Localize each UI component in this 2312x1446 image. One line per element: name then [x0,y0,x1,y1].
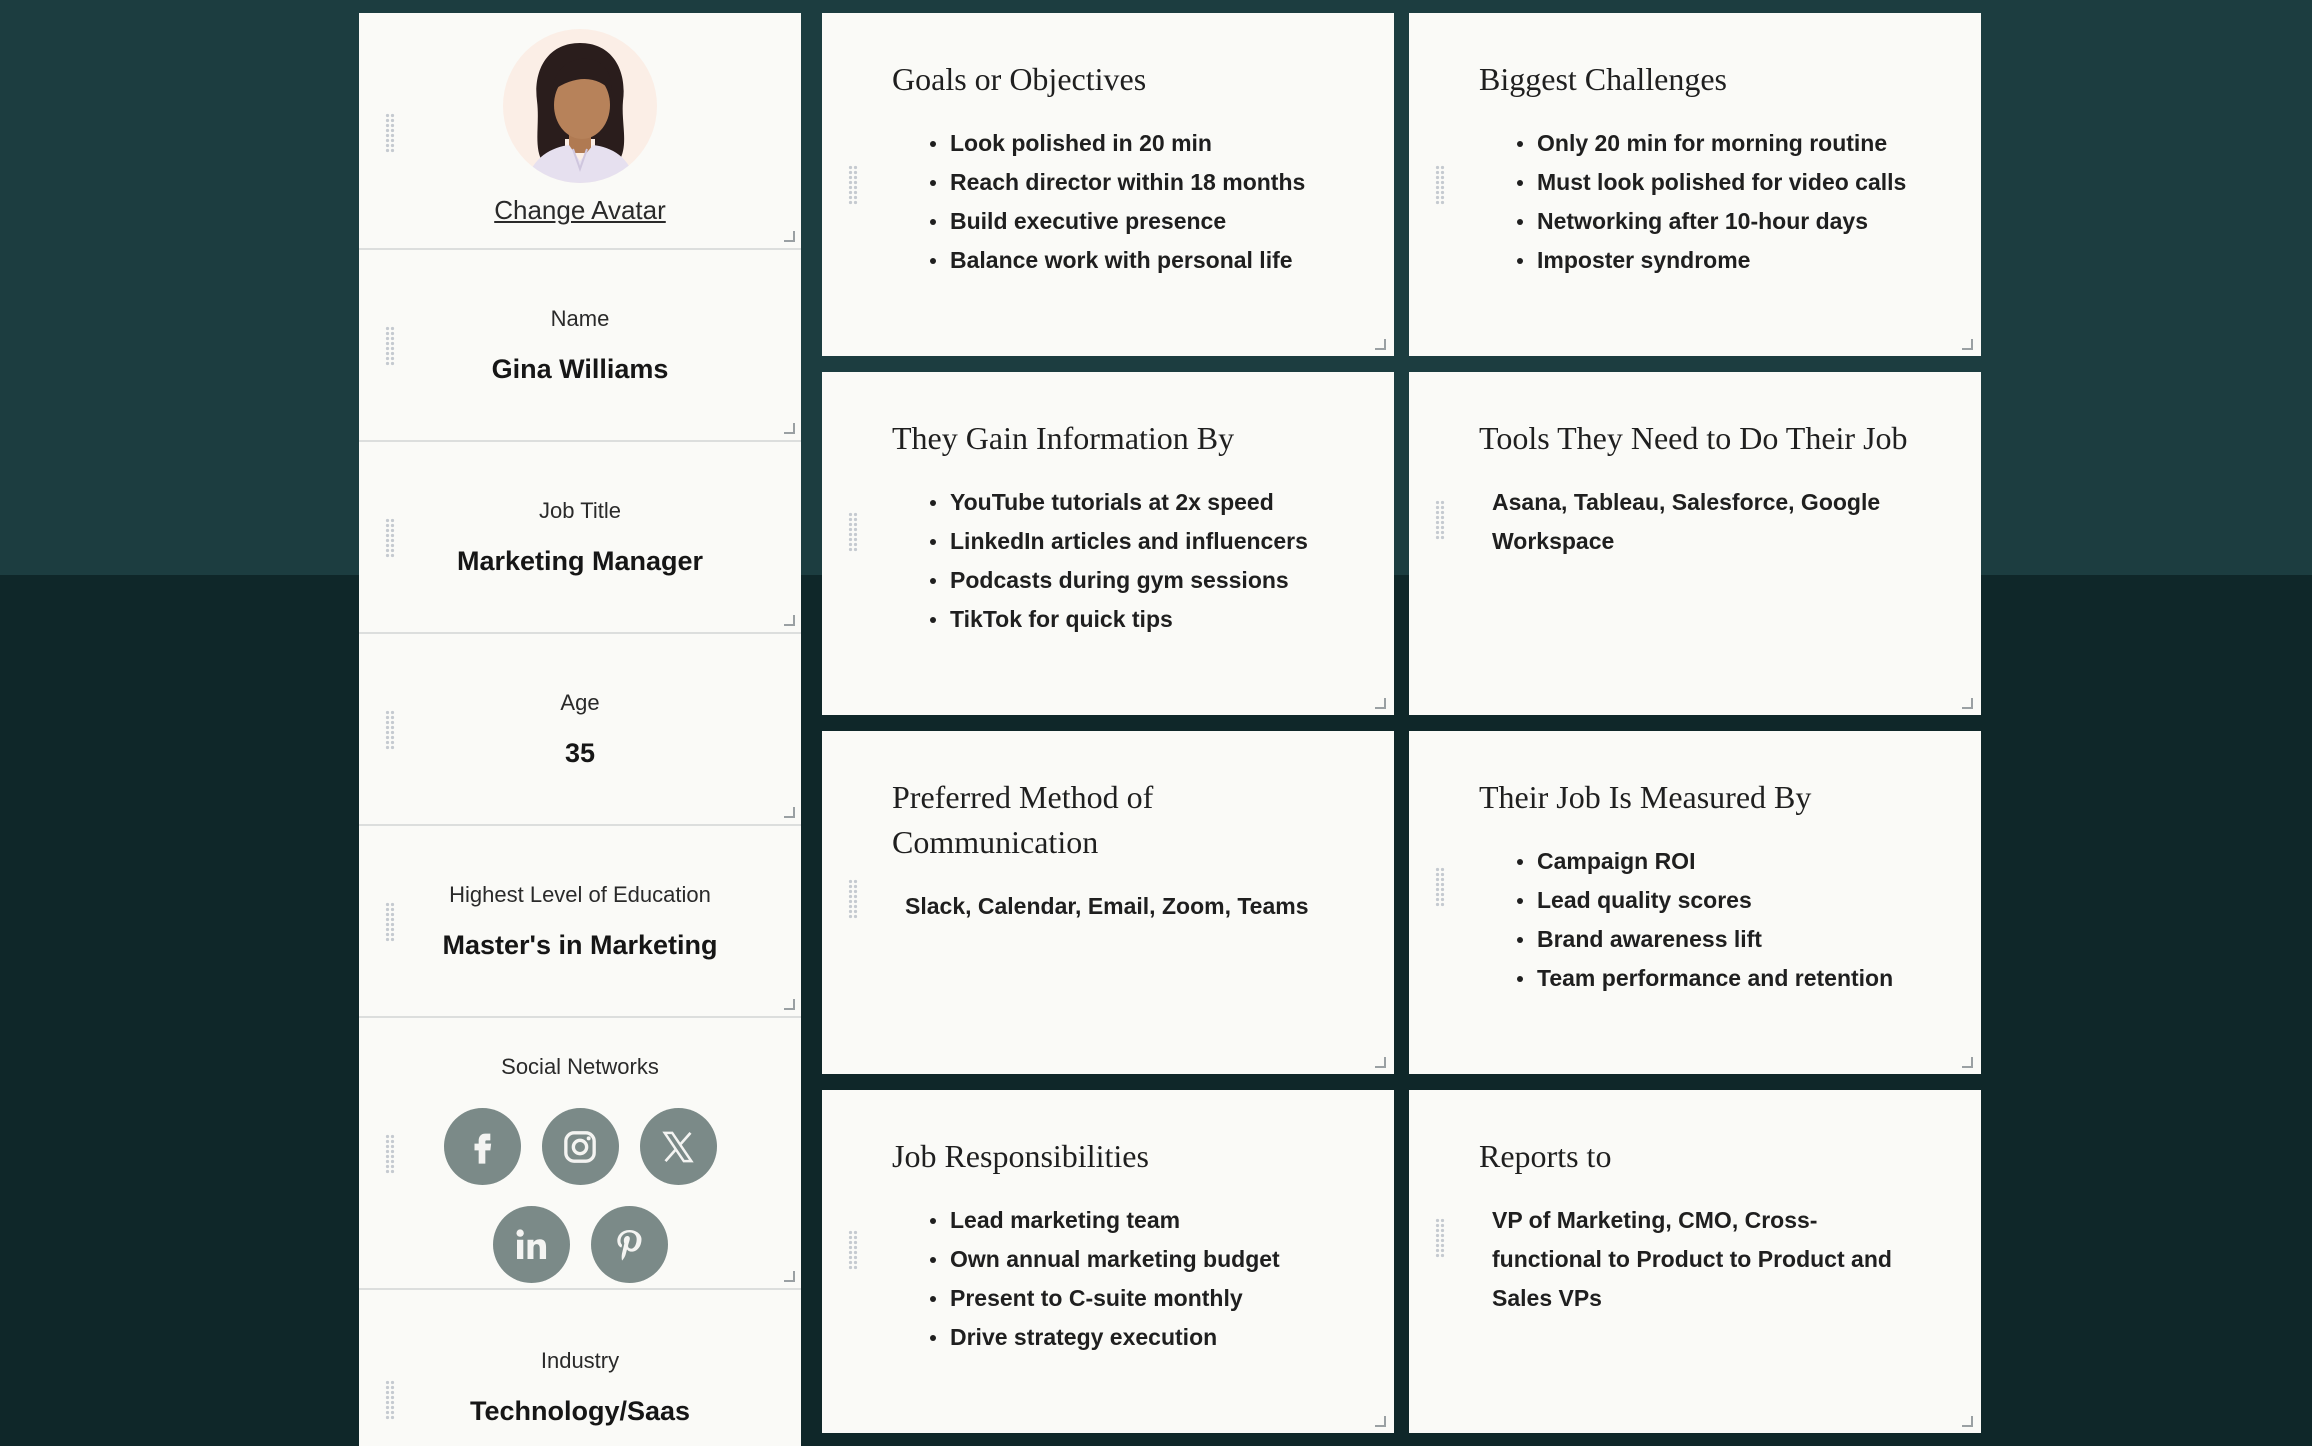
list-item: Drive strategy execution [950,1318,1354,1357]
list-item: Team performance and retention [1537,959,1941,998]
information-card [822,372,1394,715]
communication-text: Slack, Calendar, Email, Zoom, Teams [905,893,1309,919]
list-item: Reach director within 18 months [950,163,1354,202]
drag-handle-icon[interactable] [848,1230,858,1270]
job-title-label: Job Title [539,497,621,523]
drag-handle-icon[interactable] [385,902,395,942]
resize-handle-icon[interactable] [1962,1416,1973,1427]
list-item: LinkedIn articles and influencers [950,522,1354,561]
name-value[interactable]: Gina Williams [491,353,669,384]
social-networks-label: Social Networks [501,1054,659,1079]
age-value[interactable]: 35 [564,737,596,768]
change-avatar-link[interactable]: Change Avatar [494,195,666,225]
information-title: They Gain Information By [892,420,1235,456]
job-title-card [359,442,801,634]
resize-handle-icon[interactable] [1375,339,1386,350]
age-card [359,634,801,826]
reports-to-text: VP of Marketing, CMO, Cross-functional to Product to Product and Sales VPs [1492,1207,1892,1311]
tools-title: Tools They Need to Do Their Job [1479,420,1908,456]
linkedin-icon[interactable] [493,1206,570,1283]
industry-label: Industry [540,1348,620,1373]
education-value[interactable]: Master's in Marketing [442,929,718,960]
tools-text: Asana, Tableau, Salesforce, Google Workspace [1492,489,1881,554]
drag-handle-icon[interactable] [1435,1218,1445,1258]
goals-card [822,13,1394,356]
avatar [503,29,657,183]
list-item: YouTube tutorials at 2x speed [950,483,1354,522]
measured-card [1409,731,1981,1074]
resize-handle-icon[interactable] [784,615,795,626]
resize-handle-icon[interactable] [1375,1057,1386,1068]
list-item: Present to C-suite monthly [950,1279,1354,1318]
list-item: Imposter syndrome [1537,241,1941,280]
profile-column [359,13,801,1446]
list-item: Lead marketing team [950,1201,1354,1240]
list-item: Must look polished for video calls [1537,163,1941,202]
drag-handle-icon[interactable] [1435,500,1445,540]
list-item: TikTok for quick tips [950,600,1354,639]
industry-card [359,1290,801,1446]
list-item: Build executive presence [950,202,1354,241]
list-item: Campaign ROI [1537,842,1941,881]
education-card [359,826,801,1018]
resize-handle-icon[interactable] [1375,698,1386,709]
drag-handle-icon[interactable] [1435,867,1445,907]
challenges-title: Biggest Challenges [1479,61,1727,97]
measured-title: Their Job Is Measured By [1479,779,1812,815]
resize-handle-icon[interactable] [784,807,795,818]
challenges-card [1409,13,1981,356]
list-item: Brand awareness lift [1537,920,1941,959]
resize-handle-icon[interactable] [784,1271,795,1282]
drag-handle-icon[interactable] [385,518,395,558]
drag-handle-icon[interactable] [385,1380,395,1420]
drag-handle-icon[interactable] [385,113,395,153]
resize-handle-icon[interactable] [1962,339,1973,350]
drag-handle-icon[interactable] [848,165,858,205]
list-item: Own annual marketing budget [950,1240,1354,1279]
resize-handle-icon[interactable] [1962,1057,1973,1068]
goals-title: Goals or Objectives [892,61,1147,97]
challenges-list [1479,124,1941,280]
drag-handle-icon[interactable] [385,710,395,750]
social-row-2 [493,1206,668,1283]
goals-list [892,124,1354,280]
responsibilities-title: Job Responsibilities [892,1138,1149,1174]
reports-to-card [1409,1090,1981,1433]
drag-handle-icon[interactable] [1435,165,1445,205]
list-item: Only 20 min for morning routine [1537,124,1941,163]
social-row-1 [444,1108,717,1185]
name-label: Name [550,305,610,331]
information-list [892,483,1354,639]
list-item: Look polished in 20 min [950,124,1354,163]
age-label: Age [560,689,600,715]
list-item: Balance work with personal life [950,241,1354,280]
tools-card [1409,372,1981,715]
communication-card [822,731,1394,1074]
list-item: Networking after 10-hour days [1537,202,1941,241]
list-item: Lead quality scores [1537,881,1941,920]
drag-handle-icon[interactable] [848,879,858,919]
drag-handle-icon[interactable] [848,512,858,552]
pinterest-icon[interactable] [591,1206,668,1283]
avatar-card [359,13,801,250]
industry-value[interactable]: Technology/Saas [469,1396,691,1426]
education-label: Highest Level of Education [449,881,711,907]
list-item: Podcasts during gym sessions [950,561,1354,600]
resize-handle-icon[interactable] [784,423,795,434]
drag-handle-icon[interactable] [385,1134,395,1174]
instagram-icon[interactable] [542,1108,619,1185]
drag-handle-icon[interactable] [385,326,395,366]
job-title-value[interactable]: Marketing Manager [456,545,704,576]
resize-handle-icon[interactable] [784,999,795,1010]
responsibilities-card [822,1090,1394,1433]
responsibilities-list [892,1201,1354,1357]
facebook-icon[interactable] [444,1108,521,1185]
resize-handle-icon[interactable] [1962,698,1973,709]
communication-title: Preferred Method of Communication [892,779,1154,860]
reports-to-title: Reports to [1479,1138,1612,1174]
name-card [359,250,801,442]
resize-handle-icon[interactable] [784,231,795,242]
measured-list [1479,842,1941,998]
social-networks-card [359,1018,801,1290]
x-icon[interactable] [640,1108,717,1185]
resize-handle-icon[interactable] [1375,1416,1386,1427]
